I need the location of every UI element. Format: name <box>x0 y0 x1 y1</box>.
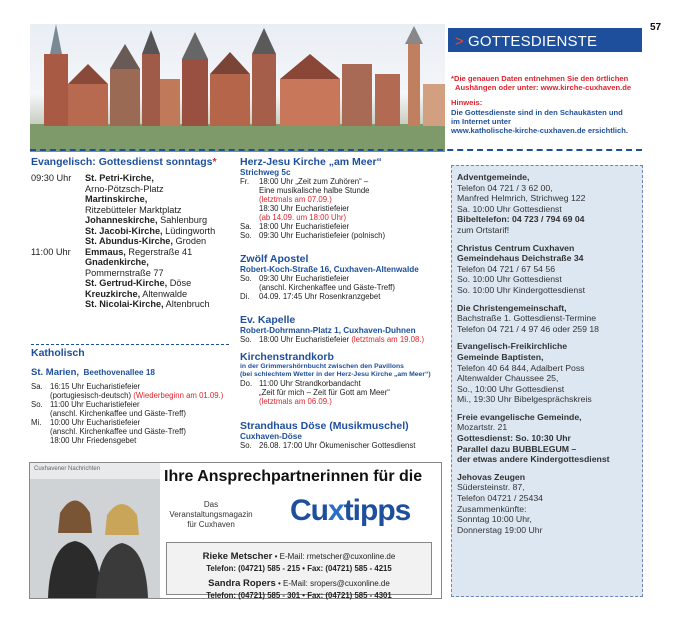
ev-row <box>31 173 231 184</box>
ev-row <box>31 247 231 258</box>
service-day: Sa. <box>31 382 43 391</box>
service-day: So. <box>31 400 43 409</box>
doese-heading: Strandhaus Döse (Musikmuschel) <box>240 420 409 432</box>
church-address: Arno-Pötzsch-Platz <box>85 183 164 194</box>
kapelle-address: Robert-Dohrmann-Platz 1, Cuxhaven-Duhnen <box>240 326 416 335</box>
group-line: Christus Centrum Cuxhaven <box>457 242 575 253</box>
service-day: So. <box>240 231 252 240</box>
group-line: Bibeltelefon: 04 723 / 794 69 04 <box>457 214 585 225</box>
group-line: Telefon 40 64 844, Adalbert Poss <box>457 362 585 373</box>
church-entry <box>85 299 210 310</box>
contact-phone: Telefon: (04721) 585 - 301 • Fax: (04721) 585 - 4301 <box>206 591 392 600</box>
hint-line: im Internet unter <box>451 117 511 126</box>
service-row <box>240 186 445 195</box>
service-time <box>31 257 85 268</box>
service-day: Mi. <box>31 418 42 427</box>
zwoelf-heading: Zwölf Apostel <box>240 253 309 265</box>
kapelle-heading: Ev. Kapelle <box>240 314 296 326</box>
service-text: 18:00 Uhr Eucharistiefeier <box>259 335 352 344</box>
service-entry <box>259 441 415 450</box>
service-time <box>31 236 85 247</box>
service-entry <box>259 283 395 292</box>
service-row <box>240 335 445 344</box>
service-row <box>31 409 236 418</box>
service-day: Sa. <box>240 222 252 231</box>
service-row <box>31 436 236 445</box>
service-row <box>240 204 445 213</box>
ev-row <box>31 257 231 268</box>
group-line: So., 10:00 Uhr Gottesdienst <box>457 383 565 394</box>
church-name: Kreuzkirche, <box>85 288 141 299</box>
service-time <box>31 184 85 195</box>
group-line: Telefon 04721 / 25434 <box>457 493 543 504</box>
service-entry <box>259 195 332 204</box>
strand-sub: in der Grimmershörnbucht zwischen den Pavillons <box>240 363 404 370</box>
church-address: Pommernstraße 77 <box>85 267 164 278</box>
group-line: zum Ortstarif! <box>457 224 510 235</box>
contact-line: Rieke Metscher • E-Mail: rmetscher@cuxonline.de <box>202 551 396 562</box>
herz-heading: Herz-Jesu Kirche „am Meer“ <box>240 156 382 168</box>
church-entry <box>85 226 215 237</box>
service-text: (anschl. Kirchenkaffee und Gäste-Treff) <box>259 283 395 292</box>
group-line: Jehovas Zeugen <box>457 471 526 482</box>
divider <box>31 344 229 345</box>
service-day: Fr. <box>240 177 250 186</box>
church-group <box>457 243 639 296</box>
service-row <box>240 195 445 204</box>
church-name: St. Abundus-Kirche, <box>85 236 173 246</box>
church-group <box>457 472 639 536</box>
ev-heading: Evangelisch: Gottesdienst sonntags* <box>31 156 217 168</box>
church-entry <box>85 184 164 195</box>
group-line: So. 10:00 Uhr Gottesdienst <box>457 274 562 285</box>
service-entry <box>259 213 346 222</box>
herz-list <box>240 177 445 240</box>
service-time <box>31 299 85 310</box>
service-text: 18:00 Uhr Eucharistiefeier <box>259 222 350 231</box>
service-entry <box>259 274 349 283</box>
group-line: Südersteinstr. 87, <box>457 482 525 493</box>
service-day <box>240 195 259 204</box>
ev-row <box>31 289 231 300</box>
church-name: St. Petri-Kirche, <box>85 173 154 183</box>
zwoelf-section <box>240 253 445 301</box>
service-entry <box>50 427 186 436</box>
ev-row <box>31 194 231 205</box>
service-note: (letztmals am 19.08.) <box>351 335 425 344</box>
group-line: Mi., 19:30 Uhr Bibelgesprächskreis <box>457 394 592 405</box>
group-line: Sonntag 10:00 Uhr, <box>457 514 532 525</box>
service-entry <box>259 397 332 406</box>
ev-row <box>31 236 231 247</box>
service-entry <box>50 409 186 418</box>
service-day <box>31 436 50 445</box>
hint-line: www.katholische-kirche-cuxhaven.de ersichtlich. <box>451 126 628 135</box>
contact-box <box>166 542 432 600</box>
shop-sign: Cuxhavener Nachrichten <box>34 466 101 472</box>
service-note: (ab 14.09. um 18:00 Uhr) <box>259 213 347 222</box>
service-row <box>240 274 445 283</box>
service-text: 26.08. 17:00 Uhr Ökumenischer Gottesdienst <box>259 441 416 450</box>
service-entry <box>50 436 136 445</box>
service-entry <box>50 400 140 409</box>
service-row <box>240 177 445 186</box>
group-line: Sa. 10:00 Uhr Gottesdienst <box>457 203 562 214</box>
service-text: 18:00 Uhr Friedensgebet <box>50 436 137 445</box>
church-name: Martinskirche, <box>85 194 148 204</box>
church-entry <box>85 194 147 205</box>
church-group <box>457 172 639 236</box>
group-line: So. 10:00 Uhr Kindergottesdienst <box>457 284 585 295</box>
group-line: Bachstraße 1. Gottesdienst-Termine <box>457 313 597 324</box>
service-entry <box>259 292 380 301</box>
church-address: Lüdingworth <box>162 225 216 236</box>
service-day <box>240 186 259 195</box>
kath-list <box>31 382 236 445</box>
service-text: 11:00 Uhr Eucharistiefeier <box>50 400 140 409</box>
group-line: Gemeindehaus Deichstraße 34 <box>457 253 584 264</box>
service-row <box>240 388 445 397</box>
service-day <box>31 409 50 418</box>
church-entry <box>85 278 191 289</box>
service-row <box>240 441 445 450</box>
hint-label: Hinweis: <box>451 98 483 107</box>
service-text: „Zeit für mich – Zeit für Gott am Meer“ <box>259 388 390 397</box>
service-text: (anschl. Kirchenkaffee und Gäste-Treff) <box>50 409 186 418</box>
service-day <box>240 213 259 222</box>
service-entry <box>259 222 349 231</box>
contact-phone: Telefon: (04721) 585 - 215 • Fax: (04721) 585 - 4215 <box>206 564 392 573</box>
service-entry <box>259 335 424 344</box>
service-day <box>31 391 50 400</box>
service-row <box>240 397 445 406</box>
service-text: 18:00 Uhr „Zeit zum Zuhören“ – <box>259 177 369 186</box>
herz-address: Strichweg 5c <box>240 168 291 177</box>
ev-row <box>31 215 231 226</box>
kapelle-section <box>240 314 445 344</box>
church-name: Johanneskirche, <box>85 215 158 225</box>
church-name: St. Nicolai-Kirche, <box>85 299 164 309</box>
chevron-right-icon: > <box>455 33 464 50</box>
church-address: Altenbruch <box>163 299 210 309</box>
service-row <box>240 292 445 301</box>
service-row <box>240 222 445 231</box>
church-entry <box>85 247 192 258</box>
service-entry <box>259 231 385 240</box>
ev-row <box>31 299 231 310</box>
service-time <box>31 278 85 289</box>
church-entry <box>85 257 149 268</box>
group-line: Mozartstr. 21 <box>457 422 508 433</box>
service-note: (Wiederbeginn am 01.09.) <box>133 391 224 400</box>
church-address: Ritzebütteler Marktplatz <box>85 204 182 215</box>
group-line: Manfred Helmrich, Strichweg 122 <box>457 193 586 204</box>
service-text: 09:30 Uhr Eucharistiefeier (polnisch) <box>259 231 386 240</box>
kapelle-list <box>240 335 445 344</box>
church-address: Groden <box>172 236 207 246</box>
church-group <box>457 341 639 405</box>
section-title: GOTTESDIENSTE <box>467 33 598 50</box>
service-time <box>31 194 85 205</box>
service-time <box>31 289 85 300</box>
service-time <box>31 215 85 226</box>
divider <box>30 149 642 151</box>
group-line: Telefon 04 721 / 3 62 00, <box>457 182 553 193</box>
service-entry <box>259 177 368 186</box>
katholisch-section <box>31 347 236 445</box>
service-entry <box>50 418 140 427</box>
doese-address: Cuxhaven-Döse <box>240 432 302 441</box>
kath-heading: Katholisch <box>31 347 85 359</box>
church-name: Emmaus, <box>85 246 126 257</box>
service-day: Do. <box>240 379 253 388</box>
service-text: 18:30 Uhr Eucharistiefeier <box>259 204 350 213</box>
service-day: So. <box>240 441 252 450</box>
service-entry <box>259 186 370 195</box>
group-line: Evangelisch-Freikirchliche <box>457 341 568 352</box>
church-address: Altenwalde <box>140 288 188 299</box>
church-name: Gnadenkirche, <box>85 257 149 267</box>
service-text: 04.09. 17:45 Uhr Rosenkranzgebet <box>259 292 381 301</box>
service-row <box>31 382 236 391</box>
group-line: Gottesdienst: So. 10:30 Uhr <box>457 433 571 444</box>
service-text: (anschl. Kirchenkaffee und Gäste-Treff) <box>50 427 186 436</box>
church-entry <box>85 236 206 247</box>
herz-jesu-section <box>240 156 445 240</box>
group-line: Freie evangelische Gemeinde, <box>457 411 582 422</box>
service-row <box>240 379 445 388</box>
church-address: Regerstraße 41 <box>125 246 193 257</box>
church-address: Döse <box>167 278 192 288</box>
service-time <box>31 226 85 237</box>
church-name: St. Jacobi-Kirche, <box>85 225 163 236</box>
ev-row <box>31 226 231 237</box>
ev-row <box>31 205 231 216</box>
service-text: Eine musikalische halbe Stunde <box>259 186 370 195</box>
ev-row <box>31 278 231 289</box>
service-time <box>31 268 85 279</box>
church-address: Sahlenburg <box>157 215 208 225</box>
service-time: 09:30 Uhr <box>31 173 72 183</box>
service-day: Di. <box>240 292 250 301</box>
group-line: Altenwalder Chaussee 25, <box>457 373 559 384</box>
service-row <box>31 427 236 436</box>
star-note-line: *Die genauen Daten entnehmen Sie den örtlichen <box>451 74 629 83</box>
group-line: Telefon 04 721 / 4 97 46 oder 259 18 <box>457 323 600 334</box>
service-entry <box>50 382 140 391</box>
service-text: (portugiesisch-deutsch) <box>50 391 134 400</box>
group-line: Zusammenkünfte: <box>457 503 527 514</box>
group-line: Donnerstag 19:00 Uhr <box>457 524 543 535</box>
service-entry <box>259 204 349 213</box>
service-entry <box>50 391 223 400</box>
service-day <box>240 397 259 406</box>
group-line: Gemeinde Baptisten, <box>457 351 544 362</box>
strand-heading: Kirchenstrandkorb <box>240 351 334 363</box>
service-day <box>240 283 259 292</box>
star-note-line: Aushängen oder unter: www.kirche-cuxhaven.de <box>455 83 632 92</box>
service-row <box>31 418 236 427</box>
evangelisch-section <box>31 156 231 310</box>
zwoelf-address: Robert-Koch-Straße 16, Cuxhaven-Altenwalde <box>240 265 419 274</box>
church-group <box>457 412 639 465</box>
group-line: Adventgemeinde, <box>457 172 530 182</box>
service-text: 09:30 Uhr Eucharistiefeier <box>259 274 350 283</box>
service-day <box>240 388 259 397</box>
strand-list <box>240 379 445 406</box>
zwoelf-list <box>240 274 445 301</box>
section-title-bar <box>448 28 642 52</box>
service-day: So. <box>240 335 252 344</box>
group-line: Die Christengemeinschaft, <box>457 302 567 313</box>
service-time: 11:00 Uhr <box>31 246 71 257</box>
service-entry <box>259 379 361 388</box>
church-entry <box>85 289 187 300</box>
service-time <box>31 205 85 216</box>
group-line: der etwas andere Kindergottesdienst <box>457 454 610 465</box>
church-entry <box>85 268 164 279</box>
service-day: So. <box>240 274 252 283</box>
advert-subtitle: Das Veranstaltungsmagazin für Cuxhaven <box>169 500 253 529</box>
service-text: 11:00 Uhr Strandkorbandacht <box>259 379 361 388</box>
service-note: (letztmals am 06.09.) <box>259 397 332 406</box>
strand-sub-weather: (bei schlechtem Wetter in der Herz-Jesu Kirche „am Meer“) <box>240 371 431 378</box>
church-entry <box>85 173 154 184</box>
cuxtipps-logo: Cuxtipps <box>290 494 411 527</box>
service-text: 16:15 Uhr Eucharistiefeier <box>50 382 141 391</box>
church-entry <box>85 215 207 226</box>
hint-line: Die Gottesdienste sind in den Schaukästen und <box>451 108 623 117</box>
contact-line: Sandra Ropers • E-Mail: sropers@cuxonline.de <box>208 578 390 589</box>
service-day <box>31 427 50 436</box>
service-text: 10:00 Uhr Eucharistiefeier <box>50 418 141 427</box>
church-name: St. Gertrud-Kirche, <box>85 278 168 288</box>
service-row <box>240 213 445 222</box>
doese-section <box>240 420 445 450</box>
ev-row <box>31 184 231 195</box>
doese-list <box>240 441 445 450</box>
service-note: (letztmals am 07.09.) <box>259 195 332 204</box>
strandkorb-section <box>240 351 445 406</box>
service-row <box>240 231 445 240</box>
kath-church: St. Marien, Beethovenallee 18 <box>31 367 155 378</box>
church-photo-collage <box>30 24 445 152</box>
ev-row <box>31 268 231 279</box>
group-line: Telefon 04 721 / 67 54 56 <box>457 263 556 274</box>
page-number: 57 <box>650 22 662 33</box>
ev-list <box>31 173 231 310</box>
church-group <box>457 303 639 335</box>
advert-title: Ihre Ansprechpartnerinnen für die <box>164 468 423 485</box>
service-row <box>31 391 236 400</box>
service-row <box>31 400 236 409</box>
service-day <box>240 204 259 213</box>
service-entry <box>259 388 390 397</box>
other-churches-box <box>451 165 643 597</box>
church-entry <box>85 205 182 216</box>
service-row <box>240 283 445 292</box>
group-line: Parallel dazu BUBBLEGUM – <box>457 443 577 454</box>
